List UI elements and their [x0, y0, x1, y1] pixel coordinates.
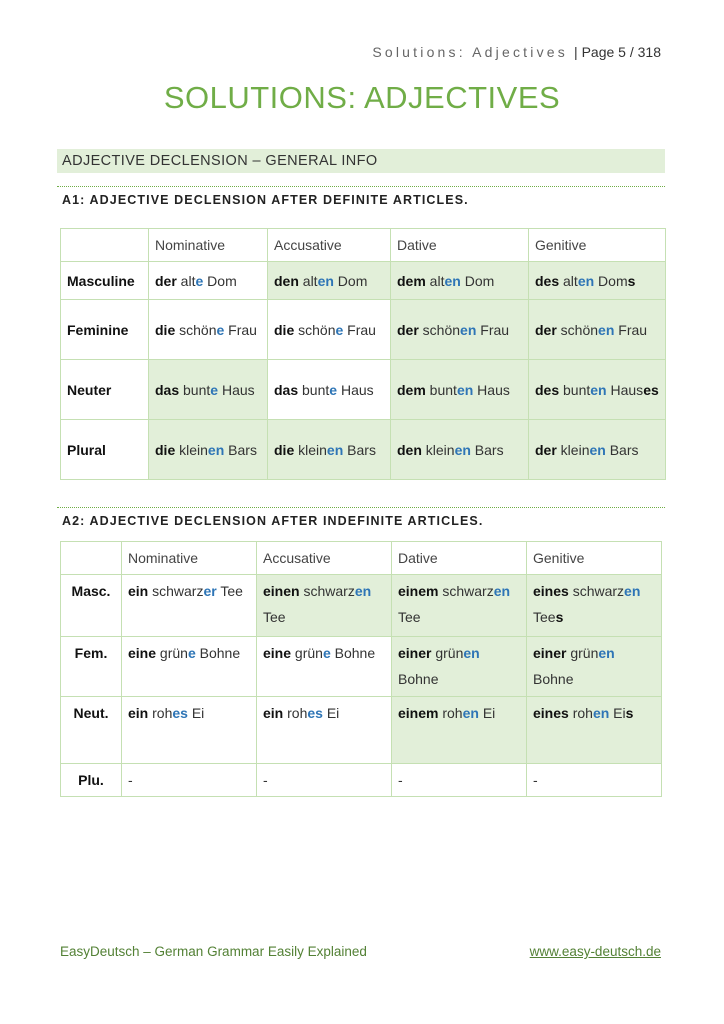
word-text: Tee [533, 609, 556, 625]
table-cell [257, 697, 392, 764]
ending-text: e [322, 645, 331, 661]
table-cell [529, 262, 666, 300]
table-cell [149, 420, 268, 480]
word-text: Bohne [195, 645, 241, 661]
word-text: Bars [605, 441, 639, 458]
word-text: Tee [216, 583, 243, 599]
table-cell [268, 300, 391, 360]
word-text: alt [425, 272, 445, 289]
word-text: Haus [606, 381, 644, 398]
article-text: einem [398, 583, 439, 599]
word-text: - [533, 772, 538, 788]
table-cell [391, 420, 529, 480]
column-header [61, 229, 149, 262]
divider [57, 507, 665, 508]
page-title: SOLUTIONS: ADJECTIVES [163, 80, 561, 115]
a2-heading: A2: ADJECTIVE DECLENSION AFTER INDEFINITE ARTICLES. [62, 514, 484, 528]
word-text: klein [175, 441, 208, 458]
table-row [61, 262, 666, 300]
word-text: Haus [473, 381, 510, 398]
ending-text: en [444, 272, 461, 289]
column-header: Nominative [149, 229, 268, 262]
table-cell [527, 637, 662, 697]
table-cell [149, 300, 268, 360]
header-separator: | [573, 44, 578, 60]
ending-text: en [592, 705, 610, 721]
footer-website-link[interactable]: www.easy-deutsch.de [529, 944, 661, 959]
ending-text: e [216, 321, 225, 338]
ending-text: e [210, 381, 219, 398]
table-cell [257, 764, 392, 797]
row-label: Feminine [61, 300, 149, 360]
article-text: der [155, 272, 177, 289]
row-label: Fem. [61, 637, 122, 697]
ending-text: en [598, 645, 615, 661]
table-row [61, 360, 666, 420]
table-cell [268, 360, 391, 420]
row-label: Masc. [61, 575, 122, 637]
article-text: das [274, 381, 299, 398]
table-row [61, 764, 662, 797]
table-cell [257, 575, 392, 637]
word-text: bunt [179, 381, 211, 398]
word-text: alt [559, 272, 578, 289]
word-text: Haus [218, 381, 255, 398]
ending-text: e [195, 272, 204, 289]
word-text: Bars [343, 441, 376, 458]
article-text: einer [533, 645, 567, 661]
table-cell [527, 764, 662, 797]
article-text: dem [397, 272, 426, 289]
ending-text: en [463, 645, 480, 661]
ending-text: en [598, 321, 615, 338]
word-text: Ei [322, 705, 340, 721]
table-cell [529, 420, 666, 480]
article-text: eine [128, 645, 157, 661]
ending-text: en [460, 321, 477, 338]
word-text: Tee [263, 609, 286, 625]
ending-text: e [329, 381, 338, 398]
word-text: bunt [425, 381, 457, 398]
word-text: schwarz [568, 583, 625, 599]
article-text: einer [398, 645, 432, 661]
table-cell [392, 764, 527, 797]
column-header: Dative [392, 542, 527, 575]
row-label: Plu. [61, 764, 122, 797]
word-text: Bars [224, 441, 257, 458]
table-cell [391, 300, 529, 360]
ending-text: en [456, 381, 474, 398]
ending-text: en [354, 583, 372, 599]
table-cell [149, 360, 268, 420]
table-cell [392, 575, 527, 637]
word-text: Bohne [533, 671, 574, 687]
ending-text: es [307, 705, 323, 721]
table-row [61, 697, 662, 764]
table-cell [392, 697, 527, 764]
table-row [61, 637, 662, 697]
article-text: ein [128, 583, 149, 599]
article-text: es [643, 381, 659, 398]
word-text: bunt [298, 381, 330, 398]
table-cell [257, 637, 392, 697]
word-text: Dom [594, 272, 628, 289]
article-text: den [274, 272, 299, 289]
article-text: die [155, 441, 176, 458]
word-text: Frau [614, 321, 648, 338]
ending-text: e [335, 321, 344, 338]
word-text: Dom [460, 272, 495, 289]
word-text: Dom [333, 272, 368, 289]
table-cell [122, 764, 257, 797]
word-text: roh [568, 705, 593, 721]
word-text: Ei [478, 705, 496, 721]
word-text: alt [176, 272, 196, 289]
a2-table [60, 541, 662, 797]
word-text: Frau [224, 321, 257, 338]
table-cell [268, 420, 391, 480]
word-text: Ei [609, 705, 626, 721]
table-row [61, 300, 666, 360]
article-text: der [535, 441, 557, 458]
column-header [61, 542, 122, 575]
ending-text: en [493, 583, 511, 599]
word-text: Haus [337, 381, 374, 398]
word-text: schön [294, 321, 336, 338]
article-text: die [274, 441, 295, 458]
word-text: grün [291, 645, 323, 661]
column-header: Nominative [122, 542, 257, 575]
word-text: schön [175, 321, 217, 338]
header-section: Solutions: Adjectives [372, 44, 568, 60]
table-cell [122, 575, 257, 637]
table-cell [122, 697, 257, 764]
word-text: Bohne [398, 671, 439, 687]
table-cell [149, 262, 268, 300]
table-cell [392, 637, 527, 697]
article-text: die [155, 321, 176, 338]
header-page-number: Page 5 / 318 [581, 44, 661, 60]
table-row [61, 420, 666, 480]
column-header: Genitive [527, 542, 662, 575]
word-text: grün [566, 645, 599, 661]
row-label: Neuter [61, 360, 149, 420]
ending-text: en [590, 381, 607, 398]
word-text: klein [556, 441, 590, 458]
table-cell [268, 262, 391, 300]
row-label: Neut. [61, 697, 122, 764]
table-cell [529, 300, 666, 360]
word-text: Tee [398, 609, 421, 625]
word-text: alt [298, 272, 318, 289]
word-text: schwarz [438, 583, 494, 599]
table-cell [391, 262, 529, 300]
word-text: schön [418, 321, 461, 338]
word-text: Bars [470, 441, 504, 458]
table-cell [527, 575, 662, 637]
row-label: Masculine [61, 262, 149, 300]
ending-text: e [187, 645, 196, 661]
article-text: der [397, 321, 419, 338]
divider [57, 186, 665, 187]
row-label: Plural [61, 420, 149, 480]
word-text: bunt [559, 381, 591, 398]
article-text: die [274, 321, 295, 338]
word-text: klein [294, 441, 327, 458]
column-header: Dative [391, 229, 529, 262]
ending-text: er [203, 583, 217, 599]
ending-text: en [454, 441, 471, 458]
word-text: schwarz [148, 583, 204, 599]
word-text: Frau [476, 321, 510, 338]
a1-table [60, 228, 666, 480]
article-text: der [535, 321, 557, 338]
word-text: schön [556, 321, 599, 338]
word-text: grün [431, 645, 464, 661]
ending-text: en [317, 272, 334, 289]
word-text: grün [156, 645, 188, 661]
article-text: ein [128, 705, 149, 721]
table-header-row [61, 542, 662, 575]
column-header: Genitive [529, 229, 666, 262]
page-header [372, 44, 661, 60]
word-text: Dom [203, 272, 237, 289]
ending-text: en [207, 441, 225, 458]
word-text: Ei [187, 705, 205, 721]
column-header: Accusative [268, 229, 391, 262]
word-text: - [398, 772, 403, 788]
article-text: s [627, 272, 636, 289]
ending-text: en [624, 583, 641, 599]
word-text: Bohne [330, 645, 376, 661]
table-cell [391, 360, 529, 420]
article-text: einen [263, 583, 300, 599]
article-text: den [397, 441, 422, 458]
word-text: klein [421, 441, 455, 458]
article-text: eines [533, 583, 569, 599]
word-text: roh [438, 705, 463, 721]
ending-text: en [326, 441, 344, 458]
article-text: ein [263, 705, 284, 721]
article-text: einem [398, 705, 439, 721]
table-row [61, 575, 662, 637]
article-text: des [535, 272, 560, 289]
word-text: roh [283, 705, 308, 721]
a1-heading: A1: ADJECTIVE DECLENSION AFTER DEFINITE ARTICLES. [62, 193, 469, 207]
word-text: roh [148, 705, 173, 721]
article-text: dem [397, 381, 426, 398]
word-text: Frau [343, 321, 376, 338]
footer-brand: EasyDeutsch – German Grammar Easily Explained [60, 944, 367, 959]
ending-text: en [462, 705, 479, 721]
article-text: das [155, 381, 180, 398]
table-cell [529, 360, 666, 420]
section-bar: ADJECTIVE DECLENSION – GENERAL INFO [57, 149, 665, 173]
article-text: eines [533, 705, 569, 721]
ending-text: en [577, 272, 595, 289]
word-text: - [128, 772, 133, 788]
ending-text: es [172, 705, 188, 721]
article-text: eine [263, 645, 292, 661]
word-text: schwarz [299, 583, 355, 599]
article-text: s [555, 609, 564, 625]
article-text: des [535, 381, 560, 398]
table-header-row [61, 229, 666, 262]
table-cell [527, 697, 662, 764]
table-cell [122, 637, 257, 697]
word-text: - [263, 772, 268, 788]
article-text: s [625, 705, 634, 721]
ending-text: en [589, 441, 606, 458]
column-header: Accusative [257, 542, 392, 575]
